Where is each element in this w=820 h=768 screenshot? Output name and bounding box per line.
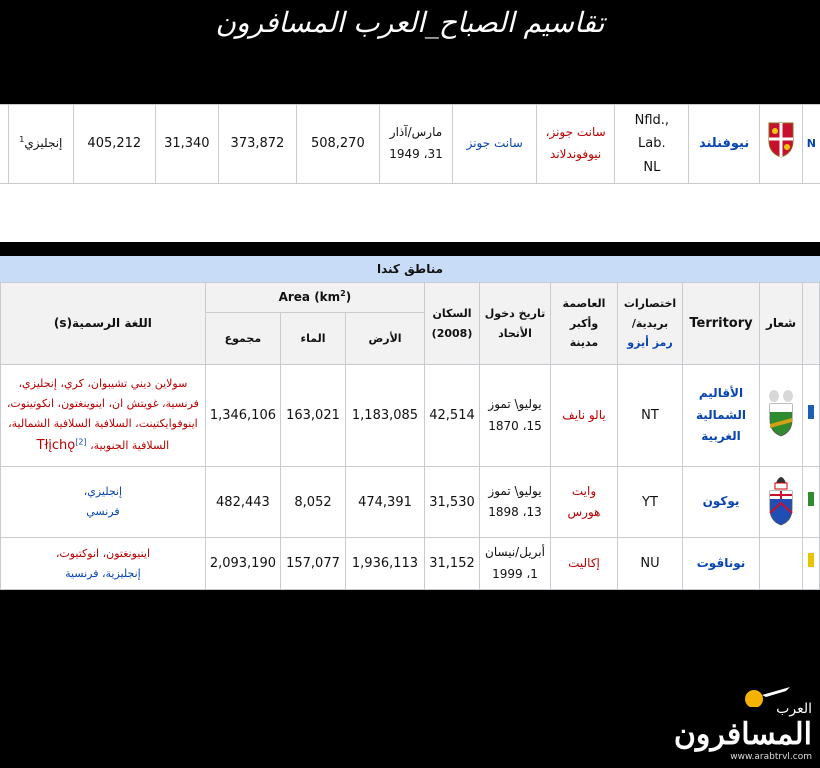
postal-abbr-cell: Nfld., Lab. NL	[615, 105, 689, 184]
row-color-edge	[803, 365, 820, 467]
entry-date-cell: يوليو\ تموز 15، 1870	[480, 365, 551, 467]
edge-header	[803, 283, 820, 365]
water-area-cell: 157,077	[281, 538, 346, 590]
territory-name-yt[interactable]: يوكون	[683, 467, 760, 538]
population-cell: 31,152	[425, 538, 480, 590]
province-name[interactable]: نيوفنلند	[689, 105, 760, 184]
capital-header: العاصمة وأكبر مدينة	[551, 283, 618, 365]
abbr-cell: NT	[618, 365, 683, 467]
area-header: Area $(km^2)$	[205, 283, 424, 313]
site-logo: العرب المسافرون www.arabtrvl.com	[674, 701, 812, 762]
section-title: مناطق كندا	[0, 256, 820, 282]
sun-airplane-icon	[732, 681, 792, 707]
water-area-cell: 31,340	[155, 105, 218, 184]
land-area-cell: 1,936,113	[346, 538, 425, 590]
table-row	[1, 467, 820, 538]
row-spacer-cell	[0, 105, 9, 184]
northwest-territories-coat-of-arms-icon	[766, 384, 796, 438]
table-row	[0, 105, 820, 184]
entry-header: تاريخ دخول الأتحاد	[480, 283, 551, 365]
abbr-cell: NU	[618, 538, 683, 590]
province-table	[0, 104, 820, 184]
entry-date-cell: أبريل/نيسان 1، 1999	[480, 538, 551, 590]
emblem-cell	[760, 538, 803, 590]
capital-link[interactable]: سانت جونز	[453, 105, 536, 184]
population-cell: 508,270	[297, 105, 379, 184]
population-cell: 42,514	[425, 365, 480, 467]
capital-link[interactable]: يالو نايف	[551, 365, 618, 467]
territories-table	[0, 282, 820, 590]
land-area-cell: 1,183,085	[346, 365, 425, 467]
water-area-cell: 163,021	[281, 365, 346, 467]
land-area-cell: 373,872	[218, 105, 296, 184]
total-area-cell: 482,443	[205, 467, 280, 538]
emblem-header: شعار	[760, 283, 803, 365]
capital-link[interactable]: وايت هورس	[551, 467, 618, 538]
table-row	[1, 538, 820, 590]
largest-city-link[interactable]: سانت جونز، نيوفوندلاند	[536, 105, 614, 184]
language-cell: إنجليزي$^1$	[9, 105, 74, 184]
total-area-cell: 405,212	[73, 105, 155, 184]
languages-cell[interactable]: إنجليزي، فرنسي	[1, 467, 206, 538]
territory-name-nt[interactable]: الأقاليم الشمالية الغربية	[683, 365, 760, 467]
entry-date-cell: يوليو\ تموز 13، 1898	[480, 467, 551, 538]
water-header: الماء	[281, 313, 346, 365]
row-color-edge	[803, 467, 820, 538]
population-header: السكان (2008)	[425, 283, 480, 365]
water-area-cell: 8,052	[281, 467, 346, 538]
capital-link[interactable]: إكاليت	[551, 538, 618, 590]
emblem-cell	[759, 105, 802, 184]
row-edge-cell: N	[802, 105, 820, 184]
territory-header: Territory	[683, 283, 760, 365]
emblem-cell	[760, 467, 803, 538]
newfoundland-coat-of-arms-icon	[766, 121, 796, 159]
table-row	[1, 365, 820, 467]
total-area-cell: 1,346,106	[205, 365, 280, 467]
languages-header: اللغة الرسمية(s)	[1, 283, 206, 365]
languages-cell[interactable]: اينيونغتون، انوكتيوت، إنجليزية، فرنسية	[1, 538, 206, 590]
abbr-cell: YT	[618, 467, 683, 538]
total-area-cell: 2,093,190	[205, 538, 280, 590]
languages-cell[interactable]: سولاين ديني تشيبوان، كري، إنجليزي، فرنسية، غويتش ان، اينوينغتون، انكوتيتوت، اينوفوايكتينت، السلافية السلافية الشمالية، السلافية الجنوبية، Tłįchǫ[2]	[1, 365, 206, 467]
entry-date-cell: مارس/آذار 31، 1949	[379, 105, 453, 184]
territory-name-nu[interactable]: نوناڤوت	[683, 538, 760, 590]
land-header: الأرض	[346, 313, 425, 365]
header-row	[1, 283, 820, 313]
row-color-edge	[803, 538, 820, 590]
page-title: تقاسيم الصباح_العرب المسافرون	[215, 6, 605, 39]
land-area-cell: 474,391	[346, 467, 425, 538]
yukon-coat-of-arms-icon	[766, 469, 796, 527]
abbr-header: اختصارات بريدية/ رمز أيزو	[618, 283, 683, 365]
total-header: مجموع	[205, 313, 280, 365]
emblem-cell	[760, 365, 803, 467]
population-cell: 31,530	[425, 467, 480, 538]
